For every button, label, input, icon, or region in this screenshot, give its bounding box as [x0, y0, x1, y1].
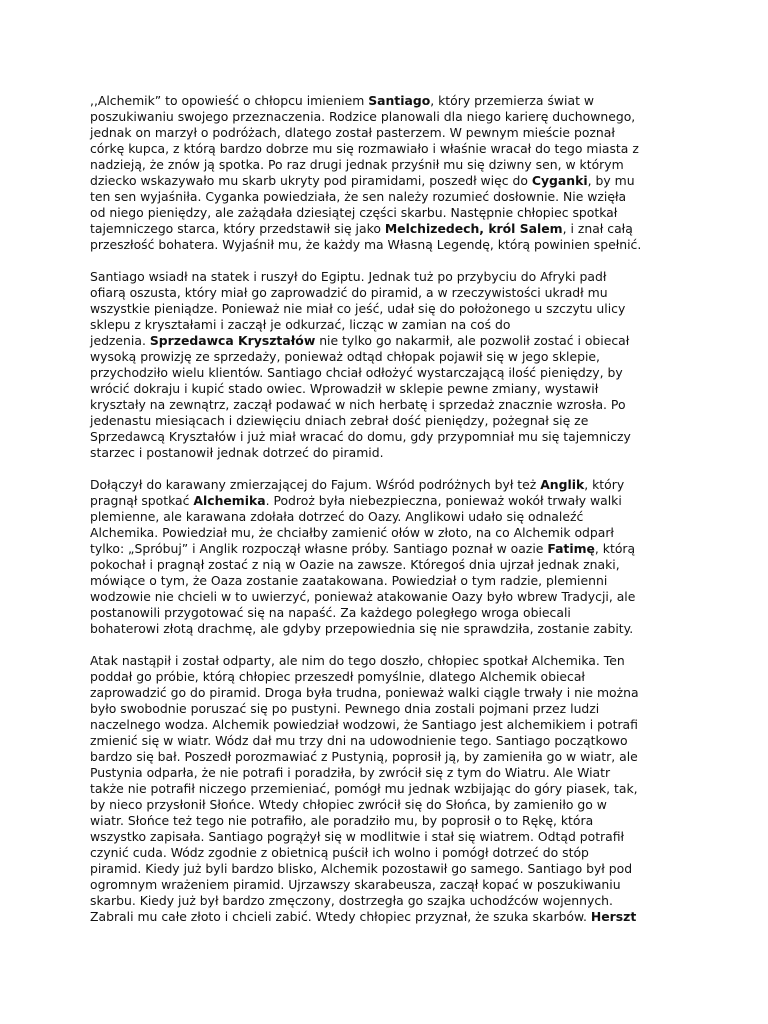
text-line	[90, 605, 680, 621]
text-line	[90, 653, 680, 669]
body-text: , który	[584, 477, 625, 492]
body-text: naczelnego wodza. Alchemik powiedział wodzowi, że Santiago jest alchemikiem i potrafi	[90, 717, 638, 732]
body-text: skarbu. Kiedy już był bardzo zmęczony, dostrzegła go szajka uchodźców wojennych.	[90, 893, 613, 908]
body-text: wszystkie pieniądze. Ponieważ nie miał co jeść, udał się do położonego u szczytu ulicy	[90, 301, 626, 316]
text-line	[90, 685, 680, 701]
body-text: Pustynia odparła, że nie potrafi i poradziła, by zwrócił się z tym do Wiatru. Ale Wiatr	[90, 765, 611, 780]
text-line	[90, 333, 680, 349]
body-text: ogromnym wrażeniem piramid. Ujrzawszy skarabeusza, zaczął kopać w poszukiwaniu	[90, 877, 621, 892]
body-text: kryształy na zewnątrz, zaczął podawać w nich herbatę i sprzedaż znacznie wzrosła. Po	[90, 397, 626, 412]
bold-text: Santiago	[368, 93, 431, 108]
text-line	[90, 221, 680, 237]
body-text: nie tylko go nakarmił, ale pozwolił zostać i obiecał	[315, 333, 630, 348]
body-text: od niego pieniędzy, ale zażądała dziesiątej części skarbu. Następnie chłopiec spotkał	[90, 205, 618, 220]
body-text: poszukiwaniu swojego przeznaczenia. Rodzice planowali dla niego karierę duchownego,	[90, 109, 636, 124]
bold-text: Sprzedawca Kryształów	[149, 333, 316, 348]
body-text: sklepu z kryształami i zaczął je odkurzać, licząc w zamian na coś do	[90, 317, 511, 332]
text-line	[90, 557, 680, 573]
text-line	[90, 365, 680, 381]
text-line	[90, 317, 680, 333]
body-text: poddał go próbie, którą chłopiec przeszedł pomyślnie, dlatego Alchemik obiecał	[90, 669, 585, 684]
text-line	[90, 589, 680, 605]
body-text: , by mu	[587, 173, 635, 188]
text-line	[90, 797, 680, 813]
text-line	[90, 541, 680, 557]
text-line	[90, 141, 680, 157]
body-text: tajemniczego starca, który przedstawił się jako	[90, 221, 385, 236]
body-text: plemienne, ale karawana zdołała dotrzeć do Oazy. Anglikowi udało się odnaleźć	[90, 509, 584, 524]
body-text: przeszłość bohatera. Wyjaśnił mu, że każdy ma Własną Legendę, którą powinien spełnić.	[90, 237, 642, 252]
text-line	[90, 381, 680, 397]
text-line	[90, 877, 680, 893]
text-line	[90, 349, 680, 365]
body-text: Dołączył do karawany zmierzającej do Fajum. Wśród podróżnych był też	[90, 477, 541, 492]
text-line	[90, 861, 680, 877]
text-line	[90, 269, 680, 285]
body-text: Sprzedawcą Kryształów i już miał wracać do domu, gdy przypomniał mu się tajemniczy	[90, 429, 631, 444]
text-line	[90, 909, 680, 925]
body-text: zaprowadzić go do piramid. Droga była trudna, ponieważ walki ciągle trwały i nie można	[90, 685, 639, 700]
text-line	[90, 413, 680, 429]
body-text: jedenastu miesiącach i dziewięciu dniach zebrał dość pieniędzy, pożegnał się ze	[90, 413, 589, 428]
body-text: także nie potrafił niczego przemieniać, pomógł mu jednak wzbijając do góry piasek, tak,	[90, 781, 638, 796]
text-line	[90, 173, 680, 189]
bold-text: Cyganki	[531, 173, 588, 188]
text-line	[90, 109, 680, 125]
body-text: jedzenia.	[90, 333, 150, 348]
text-line	[90, 125, 680, 141]
text-line	[90, 301, 680, 317]
body-text: bohaterowi złotą drachmę, ale gdyby przepowiednia się nie sprawdziła, zostanie zabity.	[90, 621, 634, 636]
body-text: czynić cuda. Wódz zgodnie z obietnicą puścił ich wolno i pomógł dotrzeć do stóp	[90, 845, 589, 860]
text-line	[90, 285, 680, 301]
body-text: , i znał całą	[562, 221, 633, 236]
paragraph-4	[90, 653, 680, 925]
body-text: pokochał i pragnął zostać z nią w Oazie na zawsze. Któregoś dnia ujrzał jednak znaki,	[90, 557, 620, 572]
text-line	[90, 573, 680, 589]
paragraph-1	[90, 93, 680, 253]
text-line	[90, 237, 680, 253]
paragraph-3	[90, 477, 680, 637]
document-page	[90, 93, 680, 941]
text-line	[90, 749, 680, 765]
body-text: nadzieją, że znów ją spotka. Po raz drugi jednak przyśnił mu się dziwny sen, w którym	[90, 157, 624, 172]
body-text: ofiarą oszusta, który miał go zaprowadzić do piramid, a w rzeczywistości ukradł mu	[90, 285, 608, 300]
body-text: córkę kupca, z którą bardzo dobrze mu się rozmawiało i właśnie wracał do tego miasta z	[90, 141, 639, 156]
body-text: tylko: „Spróbuj” i Anglik rozpoczął własne próby. Santiago poznał w oazie	[90, 541, 548, 556]
paragraph-2	[90, 269, 680, 461]
body-text: dziecko wskazywało mu skarb ukryty pod piramidami, poszedł więc do	[90, 173, 532, 188]
text-line	[90, 205, 680, 221]
text-line	[90, 157, 680, 173]
text-line	[90, 525, 680, 541]
body-text: wszystko zapisała. Santiago pogrążył się w modlitwie i stał się wiatrem. Odtąd potrafił	[90, 829, 625, 844]
body-text: Alchemika. Powiedział mu, że chciałby zamienić ołów w złoto, na co Alchemik odparł	[90, 525, 614, 540]
body-text: było swobodnie poruszać się po pustyni. Pewnego dnia zostali pojmani przez ludzi	[90, 701, 600, 716]
text-line	[90, 781, 680, 797]
body-text: wysoką prowizję ze sprzedaży, ponieważ odtąd chłopak pojawił się w jego sklepie,	[90, 349, 600, 364]
body-text: , którą	[594, 541, 636, 556]
body-text: Zabrali mu całe złoto i chcieli zabić. Wtedy chłopiec przyznał, że szuka skarbów.	[90, 909, 591, 924]
text-line	[90, 493, 680, 509]
body-text: wodzowie nie chcieli w to uwierzyć, ponieważ atakowanie Oazy było wbrew Tradycji, ale	[90, 589, 636, 604]
body-text: . Podroż była niebezpieczna, ponieważ wokół trwały walki	[265, 493, 622, 508]
bold-text: Alchemika	[193, 493, 266, 508]
text-line	[90, 717, 680, 733]
text-line	[90, 733, 680, 749]
body-text: Atak nastąpił i został odparty, ale nim do tego doszło, chłopiec spotkał Alchemika. Ten	[90, 653, 625, 668]
bold-text: Anglik	[540, 477, 585, 492]
body-text: przychodziło wielu klientów. Santiago chciał odłożyć wystarczającą ilość pieniędzy, by	[90, 365, 623, 380]
text-line	[90, 189, 680, 205]
body-text: Santiago wsiadł na statek i ruszył do Egiptu. Jednak tuż po przybyciu do Afryki padł	[90, 269, 607, 284]
body-text: , który przemierza świat w	[430, 93, 594, 108]
text-line	[90, 765, 680, 781]
text-line	[90, 93, 680, 109]
text-line	[90, 893, 680, 909]
body-text: starzec i postanowił jednak dotrzeć do piramid.	[90, 445, 384, 460]
body-text: postanowili przygotować się na napaść. Za każdego poległego wroga obiecali	[90, 605, 571, 620]
body-text: ,,Alchemik” to opowieść o chłopcu imieniem	[90, 93, 369, 108]
body-text: zmienić się w wiatr. Wódz dał mu trzy dni na udowodnienie tego. Santiago początkowo	[90, 733, 628, 748]
body-text: pragnął spotkać	[90, 493, 194, 508]
text-line	[90, 509, 680, 525]
text-line	[90, 397, 680, 413]
text-line	[90, 701, 680, 717]
body-text: wiatr. Słońce też tego nie potrafiło, ale poradziło mu, by poprosił o to Rękę, która	[90, 813, 594, 828]
text-line	[90, 477, 680, 493]
text-line	[90, 813, 680, 829]
text-line	[90, 429, 680, 445]
body-text: piramid. Kiedy już byli bardzo blisko, Alchemik pozostawił go samego. Santiago był pod	[90, 861, 633, 876]
bold-text: Fatimę	[547, 541, 595, 556]
body-text: wrócić dokraju i kupić stado owiec. Wprowadził w sklepie pewne zmiany, wystawił	[90, 381, 599, 396]
body-text: ten sen wyjaśniła. Cyganka powiedziała, że sen należy rozumieć dosłownie. Nie wzięła	[90, 189, 627, 204]
text-line	[90, 669, 680, 685]
bold-text: Herszt	[590, 909, 637, 924]
text-line	[90, 621, 680, 637]
body-text: by nieco przysłonił Słońce. Wtedy chłopiec zwrócił się do Słońca, by zamieniło go w	[90, 797, 607, 812]
body-text: bardzo się bał. Poszedł porozmawiać z Pustynią, poprosił ją, by zamieniła go w wiatr, ale	[90, 749, 638, 764]
text-line	[90, 829, 680, 845]
bold-text: Melchizedech, król Salem	[384, 221, 563, 236]
text-line	[90, 845, 680, 861]
body-text: mówiące o tym, że Oaza zostanie zaatakowana. Powiedział o tym radzie, plemienni	[90, 573, 608, 588]
text-line	[90, 445, 680, 461]
body-text: jednak on marzył o podróżach, dlatego został pasterzem. W pewnym mieście poznał	[90, 125, 615, 140]
